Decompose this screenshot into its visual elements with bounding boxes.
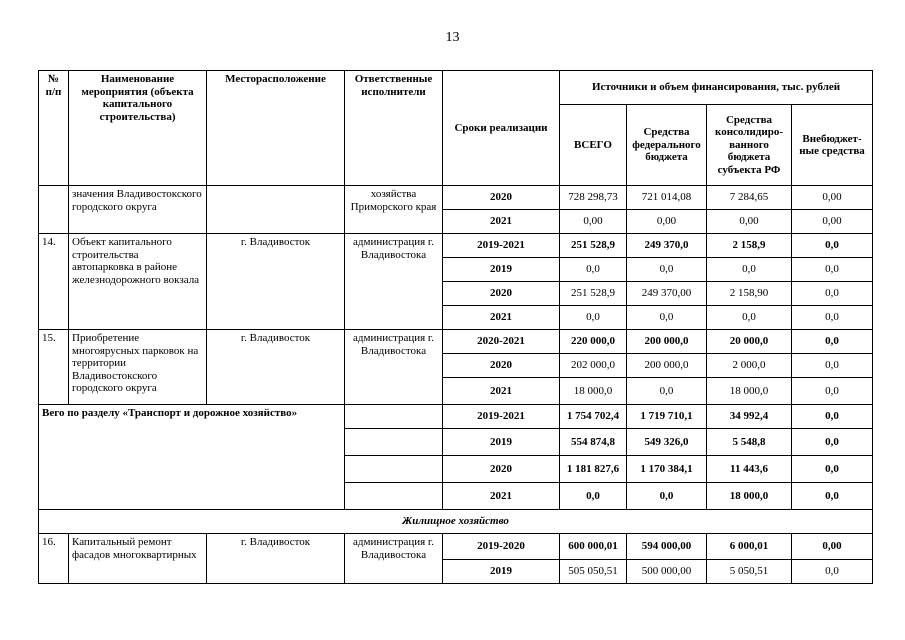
row-regional: 2 000,0 [707, 354, 792, 378]
row-num: 15. [39, 330, 69, 405]
row-period: 2019 [443, 560, 560, 584]
table-row [39, 186, 873, 210]
row-period: 2019 [443, 429, 560, 456]
row-extra: 0,0 [792, 354, 873, 378]
table-row [39, 330, 873, 354]
row-federal: 0,0 [627, 483, 707, 510]
row-total: 251 528,9 [560, 282, 627, 306]
row-regional: 6 000,01 [707, 534, 792, 560]
row-num: 14. [39, 234, 69, 330]
row-period: 2019-2021 [443, 234, 560, 258]
row-regional: 11 443,6 [707, 456, 792, 483]
header-total: ВСЕГО [560, 105, 627, 186]
row-total: 1 754 702,4 [560, 405, 627, 429]
row-extra: 0,0 [792, 306, 873, 330]
row-federal: 0,0 [627, 378, 707, 405]
row-period: 2019-2021 [443, 405, 560, 429]
row-total: 0,0 [560, 483, 627, 510]
row-total: 202 000,0 [560, 354, 627, 378]
row-regional: 0,0 [707, 306, 792, 330]
header-responsible: Ответственные исполнители [345, 71, 443, 186]
row-total: 0,0 [560, 306, 627, 330]
row-period: 2021 [443, 378, 560, 405]
row-regional: 5 548,8 [707, 429, 792, 456]
row-regional: 34 992,4 [707, 405, 792, 429]
header-row [39, 71, 873, 105]
row-total: 251 528,9 [560, 234, 627, 258]
row-total: 728 298,73 [560, 186, 627, 210]
row-extra: 0,0 [792, 560, 873, 584]
section-total-row [39, 405, 873, 429]
row-period: 2020 [443, 186, 560, 210]
row-name: Капитальный ремонт фасадов многоквартирных [69, 534, 207, 584]
header-extra: Внебюджет-ные средства [792, 105, 873, 186]
row-federal: 500 000,00 [627, 560, 707, 584]
row-total: 0,0 [560, 258, 627, 282]
row-period: 2020-2021 [443, 330, 560, 354]
row-name: Приобретение многоярусных парковок на территории Владивостокского городского округа [69, 330, 207, 405]
row-responsible: хозяйства Приморского края [345, 186, 443, 234]
row-regional: 20 000,0 [707, 330, 792, 354]
row-extra: 0,0 [792, 258, 873, 282]
section-header-row [39, 510, 873, 534]
row-federal: 721 014,08 [627, 186, 707, 210]
row-total: 1 181 827,6 [560, 456, 627, 483]
row-name: Объект капитального строительства автопарковка в районе железнодорожного вокзала [69, 234, 207, 330]
table-row [39, 234, 873, 258]
row-total: 554 874,8 [560, 429, 627, 456]
row-regional: 2 158,9 [707, 234, 792, 258]
row-federal: 249 370,0 [627, 234, 707, 258]
row-period: 2019 [443, 258, 560, 282]
header-regional: Средства консолидиро-ванного бюджета субъекта РФ [707, 105, 792, 186]
row-regional: 0,00 [707, 210, 792, 234]
header-federal: Средства федерального бюджета [627, 105, 707, 186]
row-federal: 594 000,00 [627, 534, 707, 560]
row-extra: 0,0 [792, 234, 873, 258]
row-extra: 0,0 [792, 330, 873, 354]
header-num: № п/п [39, 71, 69, 186]
financing-table [38, 70, 873, 584]
table-row [39, 534, 873, 560]
row-federal: 200 000,0 [627, 330, 707, 354]
row-responsible: администрация г. Владивостока [345, 534, 443, 584]
row-period: 2020 [443, 354, 560, 378]
header-location: Месторасположение [207, 71, 345, 186]
row-extra: 0,00 [792, 186, 873, 210]
row-period: 2020 [443, 282, 560, 306]
row-num: 16. [39, 534, 69, 584]
row-period: 2021 [443, 483, 560, 510]
row-total: 18 000,0 [560, 378, 627, 405]
row-extra: 0,0 [792, 378, 873, 405]
row-regional: 7 284,65 [707, 186, 792, 210]
row-total: 600 000,01 [560, 534, 627, 560]
row-total: 505 050,51 [560, 560, 627, 584]
row-period: 2021 [443, 210, 560, 234]
section-total-label: Вего по разделу «Транспорт и дорожное хозяйство» [39, 405, 345, 510]
row-period: 2019-2020 [443, 534, 560, 560]
row-extra: 0,0 [792, 456, 873, 483]
row-federal: 200 000,0 [627, 354, 707, 378]
row-total: 0,00 [560, 210, 627, 234]
row-extra: 0,00 [792, 210, 873, 234]
row-location: г. Владивосток [207, 234, 345, 330]
header-name: Наименование мероприятия (объекта капитального строительства) [69, 71, 207, 186]
row-extra: 0,0 [792, 483, 873, 510]
row-regional: 18 000,0 [707, 483, 792, 510]
row-period: 2021 [443, 306, 560, 330]
row-federal: 249 370,00 [627, 282, 707, 306]
row-extra: 0,0 [792, 405, 873, 429]
row-location: г. Владивосток [207, 330, 345, 405]
row-regional: 18 000,0 [707, 378, 792, 405]
row-regional: 0,0 [707, 258, 792, 282]
row-total: 220 000,0 [560, 330, 627, 354]
row-federal: 0,0 [627, 306, 707, 330]
row-extra: 0,00 [792, 534, 873, 560]
row-responsible: администрация г. Владивостока [345, 234, 443, 330]
row-period: 2020 [443, 456, 560, 483]
row-extra: 0,0 [792, 282, 873, 306]
row-regional: 5 050,51 [707, 560, 792, 584]
section-header-housing: Жилищное хозяйство [39, 510, 873, 534]
row-federal: 1 719 710,1 [627, 405, 707, 429]
header-period: Сроки реализации [443, 71, 560, 186]
row-extra: 0,0 [792, 429, 873, 456]
header-sources: Источники и объем финансирования, тыс. рублей [560, 71, 873, 105]
row-federal: 0,00 [627, 210, 707, 234]
row-responsible: администрация г. Владивостока [345, 330, 443, 405]
row-regional: 2 158,90 [707, 282, 792, 306]
row-federal: 1 170 384,1 [627, 456, 707, 483]
page-number: 13 [445, 30, 460, 45]
row-name: значения Владивостокского городского округа [69, 186, 207, 234]
row-federal: 0,0 [627, 258, 707, 282]
row-federal: 549 326,0 [627, 429, 707, 456]
row-location: г. Владивосток [207, 534, 345, 584]
